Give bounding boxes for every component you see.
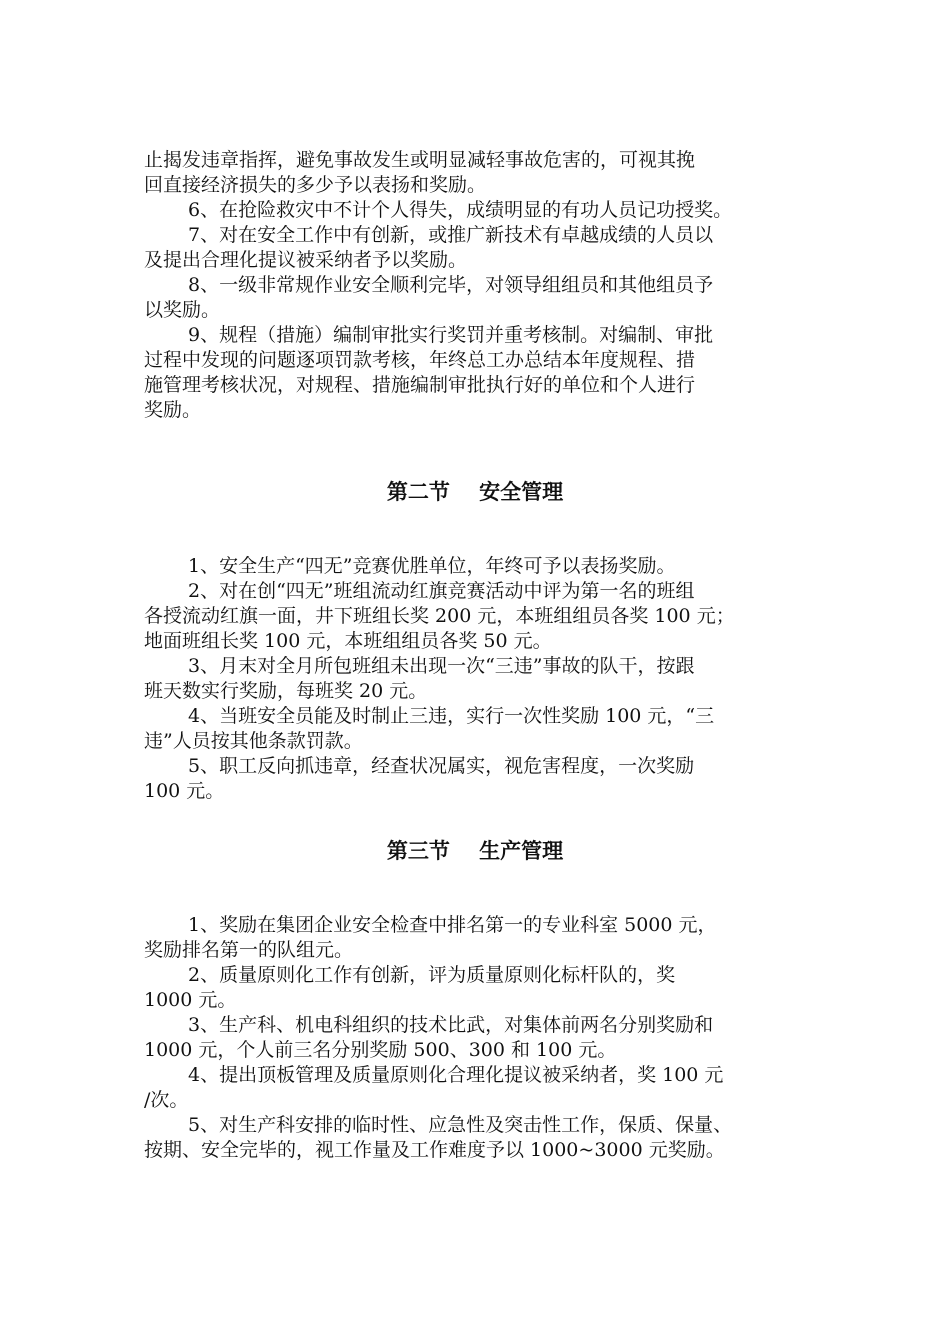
text-line: 班天数实行奖励，每班奖 20 元。 xyxy=(144,680,428,702)
text-line: 奖励排名第一的队组元。 xyxy=(144,939,354,961)
text-line: 100 元。 xyxy=(144,780,225,802)
list-item-9: 9、规程（措施）编制审批实行奖罚并重考核制。对编制、审批 xyxy=(188,324,714,346)
text-line: 按期、安全完毕的，视工作量及工作难度予以 1000~3000 元奖励。 xyxy=(144,1139,725,1161)
list-item-6: 6、在抢险救灾中不计个人得失，成绩明显的有功人员记功授奖。 xyxy=(188,199,733,221)
list-item-7: 7、对在安全工作中有创新，或推广新技术有卓越成绩的人员以 xyxy=(188,224,714,246)
text-line: 施管理考核状况，对规程、措施编制审批执行好的单位和个人进行 xyxy=(144,374,696,396)
text-line: /次。 xyxy=(144,1089,189,1111)
section-heading-production-management: 第三节 生产管理 xyxy=(386,839,564,863)
list-item-1: 1、安全生产“四无”竞赛优胜单位，年终可予以表扬奖励。 xyxy=(188,555,676,577)
paragraph-block-rewards xyxy=(144,148,824,423)
section-heading-safety-management: 第二节 安全管理 xyxy=(386,480,564,504)
paragraph-block-safety xyxy=(144,554,824,804)
list-item-4: 4、提出顶板管理及质量原则化合理化提议被采纳者，奖 100 元 xyxy=(188,1064,724,1086)
list-item-8: 8、一级非常规作业安全顺利完毕，对领导组组员和其他组员予 xyxy=(188,274,714,296)
text-line: 奖励。 xyxy=(144,399,202,421)
text-line: 过程中发现的问题逐项罚款考核，年终总工办总结本年度规程、措 xyxy=(144,349,696,371)
list-item-1: 1、奖励在集团企业安全检查中排名第一的专业科室 5000 元， xyxy=(188,914,717,936)
text-line: 及提出合理化提议被采纳者予以奖励。 xyxy=(144,249,468,271)
text-line: 各授流动红旗一面，井下班组长奖 200 元，本班组组员各奖 100 元； xyxy=(144,605,735,627)
list-item-4: 4、当班安全员能及时制止三违，实行一次性奖励 100 元，“三 xyxy=(188,705,715,727)
text-line: 以奖励。 xyxy=(144,299,221,321)
text-line: 1000 元。 xyxy=(144,989,237,1011)
paragraph-block-production xyxy=(144,913,824,1163)
list-item-2: 2、质量原则化工作有创新，评为质量原则化标杆队的，奖 xyxy=(188,964,676,986)
text-line: 违”人员按其他条款罚款。 xyxy=(144,730,363,752)
text-line: 止揭发违章指挥，避免事故发生或明显减轻事故危害的，可视其挽 xyxy=(144,149,696,171)
text-line: 地面班组长奖 100 元，本班组组员各奖 50 元。 xyxy=(144,630,552,652)
text-line: 回直接经济损失的多少予以表扬和奖励。 xyxy=(144,174,487,196)
list-item-2: 2、对在创“四无”班组流动红旗竞赛活动中评为第一名的班组 xyxy=(188,580,695,602)
list-item-3: 3、月末对全月所包班组未出现一次“三违”事故的队干，按跟 xyxy=(188,655,695,677)
list-item-5: 5、对生产科安排的临时性、应急性及突击性工作，保质、保量、 xyxy=(188,1114,733,1136)
list-item-3: 3、生产科、机电科组织的技术比武，对集体前两名分别奖励和 xyxy=(188,1014,714,1036)
text-line: 1000 元，个人前三名分别奖励 500、300 和 100 元。 xyxy=(144,1039,617,1061)
list-item-5: 5、职工反向抓违章，经查状况属实，视危害程度，一次奖励 xyxy=(188,755,695,777)
